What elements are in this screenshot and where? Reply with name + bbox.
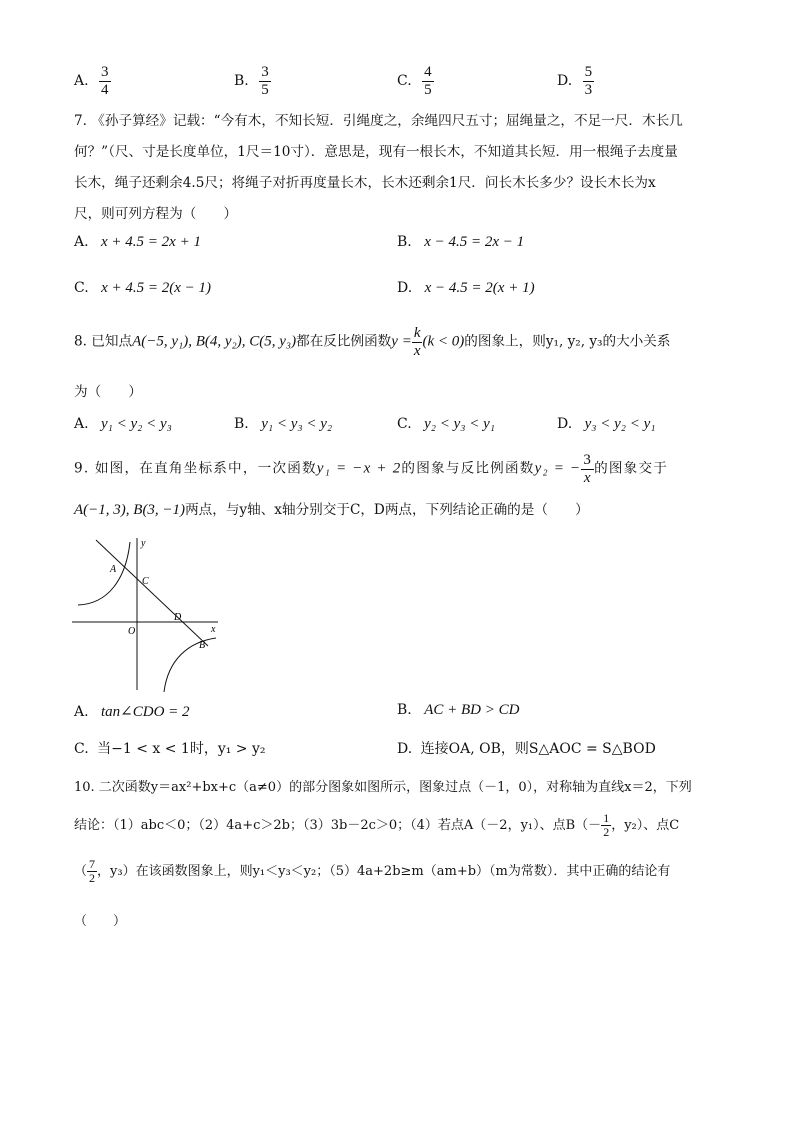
q8-line1: 8. 已知点A(−5, y₁), B(4, y₂), C(5, y₃)都在反比例函数y = $\frac{k}{x}$ (k < 0)的图象上，则y₁, y₂, y₃的大小关系 [74, 325, 671, 359]
q8-option-d: D. y₃ < y₂ < y₁ [557, 416, 656, 432]
option-label: A. [74, 73, 89, 89]
q6-option-a [74, 64, 111, 98]
q10-line1: 10. 二次函数y＝ax²+bx+c（a≠0）的部分图象如图所示，图象过点（－1，0），对称轴为直线x＝2，下列 [74, 780, 692, 795]
q7-option-c: C. x + 4.5 = 2(x − 1) [74, 280, 212, 296]
fraction: $\frac{3}{5}$ [261, 64, 269, 98]
equation: x + 4.5 = 2x + 1 [101, 234, 201, 250]
q6-option-d [557, 64, 594, 98]
q7-option-d: D. x − 4.5 = 2(x + 1) [397, 280, 535, 296]
equation: x − 4.5 = 2x − 1 [424, 234, 525, 250]
hyperbola-lower-branch [164, 638, 216, 692]
q7-option-b: B. x − 4.5 = 2x − 1 [397, 234, 525, 250]
q10-line3: （ $\frac{7}{2}$ ，y₃）在该函数图象上，则y₁＜y₃＜y₂；（5）4a+2b≥m（am+b）（m为常数）．其中正确的结论有 [74, 857, 671, 886]
fraction: $\frac{3}{x}$ [583, 452, 593, 486]
q9-figure [68, 534, 228, 694]
y-axis-label: y [141, 538, 146, 549]
q7-option-a: A. x + 4.5 = 2x + 1 [74, 234, 201, 250]
fraction: $\frac{3}{4}$ [101, 64, 109, 98]
q9-option-b: B. AC + BD > CD [397, 702, 520, 718]
q9-option-d: D. 连接OA, OB，则S△AOC = S△BOD [397, 741, 656, 757]
fraction: $\frac{7}{2}$ [89, 857, 96, 886]
q8-option-b: B. y₁ < y₃ < y₂ [234, 416, 333, 432]
option-label: C. [397, 73, 412, 89]
q9-option-c: C. 当−1 < x < 1时，y₁ > y₂ [74, 741, 266, 757]
q10-line2: 结论：（1）abc＜0；（2）4a+c＞2b；（3）3b－2c＞0；（4）若点A（－2，y₁）、点B（－ $\frac{1}{2}$ ，y₂）、点C [74, 811, 680, 840]
hyperbola-upper-branch [78, 542, 130, 605]
q9-option-a: A. tan∠CDO = 2 [74, 704, 190, 720]
fraction: $\frac{4}{5}$ [424, 64, 432, 98]
q8-option-c: C. y₂ < y₃ < y₁ [397, 416, 495, 432]
fraction: $\frac{1}{2}$ [603, 811, 610, 840]
point-d-label: D [174, 612, 182, 623]
q7-line3: 长木，绳子还剩余4.5尺；将绳子对折再度量长木，长木还剩余1尺．问长木长多少？设长木长为x [74, 175, 656, 191]
linear-function-line [96, 540, 208, 646]
option-label: D. [557, 73, 573, 89]
point-b-label: B [199, 640, 206, 651]
q8-line2: 为（ ） [74, 384, 142, 400]
q10-line4: （ ） [74, 914, 127, 929]
fraction: $\frac{5}{3}$ [584, 64, 593, 98]
fraction: $\frac{k}{x}$ [413, 325, 421, 359]
q7-line4: 尺，则可列方程为（ ） [74, 206, 238, 222]
equation: x − 4.5 = 2(x + 1) [424, 280, 535, 296]
option-label: B. [234, 73, 249, 89]
point-a-label: A [110, 564, 117, 575]
equation: x + 4.5 = 2(x − 1) [101, 280, 212, 296]
origin-label: O [128, 626, 136, 637]
q9-line2: A(−1, 3), B(3, −1)两点，与y轴、x轴分别交于C，D两点，下列结论正确的是（ ） [74, 502, 589, 518]
x-axis-label: x [211, 624, 216, 635]
q7-line2: 何？”（尺、寸是长度单位，1尺＝10寸）．意思是，现有一根长木，不知道其长短．用一根绳子去度量 [74, 144, 678, 160]
q6-option-b [234, 64, 271, 98]
point-c-label: C [142, 576, 149, 587]
q8-option-a: A. y₁ < y₂ < y₃ [74, 416, 172, 432]
q9-line1: 9. 如图，在直角坐标系中，一次函数y₁ = −x + 2的图象与反比例函数y₂ = − $\frac{3}{x}$ 的图象交于 [74, 452, 669, 486]
q6-option-c [397, 64, 434, 98]
q7-line1: 7. 《孙子算经》记载：“今有木，不知长短．引绳度之，余绳四尺五寸；屈绳量之，不足一尺．木长几 [74, 113, 683, 129]
